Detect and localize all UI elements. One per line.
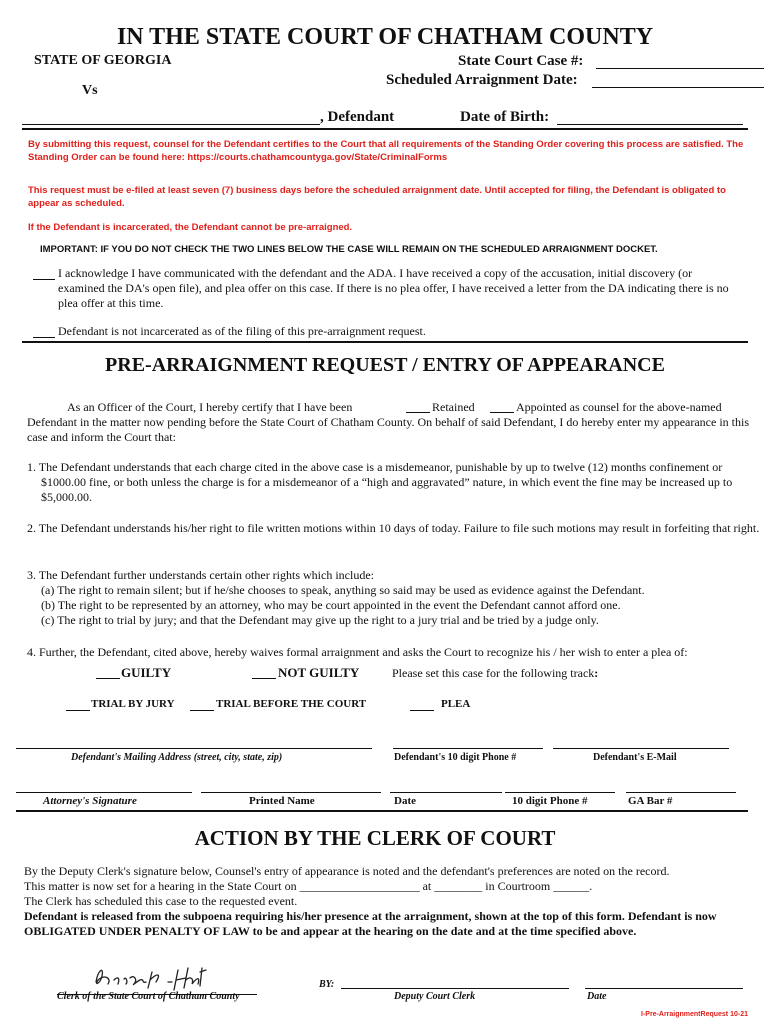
email-line[interactable] bbox=[553, 748, 729, 749]
clerk-paragraph-3: The Clerk has scheduled this case to the requested event. bbox=[24, 894, 298, 908]
not-guilty-label: NOT GUILTY bbox=[278, 665, 360, 680]
phone-caption: Defendant's 10 digit Phone # bbox=[394, 752, 517, 763]
state-label: STATE OF GEORGIA bbox=[34, 53, 172, 68]
clerk-paragraph-2: This matter is now set for a hearing in the State Court on ____________________ at ________ in Courtroom ______. bbox=[24, 879, 593, 893]
item-1: 1. The Defendant understands that each charge cited in the above case is a misdemeanor, punishable by up to twelve (12) months confinement or $1000.00 fine, or both unless the charge is for a misdemeanor of a “high and aggravated” nature, in which event the fine may be increased up to $5,000.00. bbox=[27, 460, 733, 504]
clerk-signature-image bbox=[90, 960, 210, 994]
date-caption: Date bbox=[394, 795, 416, 807]
track-prompt-text: Please set this case for the following track bbox=[392, 666, 595, 680]
trial-jury-label: TRIAL BY JURY bbox=[91, 698, 175, 710]
guilty-label: GUILTY bbox=[121, 665, 172, 680]
by-label: BY: bbox=[319, 979, 335, 990]
section1-title: PRE-ARRAIGNMENT REQUEST / ENTRY OF APPEARANCE bbox=[105, 354, 665, 376]
defendant-name-field[interactable] bbox=[22, 124, 320, 125]
deputy-clerk-line[interactable] bbox=[341, 988, 569, 989]
printed-name-caption: Printed Name bbox=[249, 795, 315, 807]
form-id: I-Pre-ArraignmentRequest 10-21 bbox=[641, 1011, 748, 1018]
not-guilty-checkline[interactable] bbox=[252, 678, 276, 679]
plea-checkline[interactable] bbox=[410, 710, 434, 711]
incarcerated-notice: If the Defendant is incarcerated, the Defendant cannot be pre-arraigned. bbox=[28, 222, 353, 233]
ack1-checkline[interactable] bbox=[33, 279, 55, 280]
trial-court-checkline[interactable] bbox=[190, 710, 214, 711]
dob-label: Date of Birth: bbox=[460, 109, 550, 125]
retained-checkline[interactable] bbox=[406, 412, 430, 413]
track-prompt-colon: : bbox=[594, 666, 599, 680]
date-footer-caption: Date bbox=[587, 991, 607, 1002]
clerk-paragraph-1: By the Deputy Clerk's signature below, Counsel's entry of appearance is noted and the defendant's preferences are noted on the record. bbox=[24, 864, 670, 878]
clerk-date-line[interactable] bbox=[585, 988, 743, 989]
printed-name-line[interactable] bbox=[201, 792, 381, 793]
clerk-paragraph-4: Defendant is released from the subpoena requiring his/her presence at the arraignment, shown at the top of this form. Defendant is now OBLIGATED UNDER PENALTY OF LAW to be and appear at the hearing on the date and at the time specified above. bbox=[24, 909, 717, 938]
defendant-label: , Defendant bbox=[320, 109, 395, 125]
trial-court-label: TRIAL BEFORE THE COURT bbox=[216, 698, 367, 710]
signature-script-graphic bbox=[90, 960, 210, 994]
header-divider bbox=[22, 128, 748, 130]
attorney-phone-line[interactable] bbox=[505, 792, 615, 793]
appointed-checkline[interactable] bbox=[490, 412, 514, 413]
item-3c: (c) The right to trial by jury; and that the Defendant may give up the right to a jury trial and be tried by a judge only. bbox=[41, 613, 599, 627]
important-notice: IMPORTANT: IF YOU DO NOT CHECK THE TWO LINES BELOW THE CASE WILL REMAIN ON THE SCHEDULED ARRAIGNMENT DOCKET. bbox=[40, 244, 658, 255]
attorney-sig-caption: Attorney's Signature bbox=[43, 795, 137, 807]
arraignment-date-label: Scheduled Arraignment Date: bbox=[386, 72, 578, 88]
intro-text-a: As an Officer of the Court, I hereby certify that I have been bbox=[67, 400, 353, 414]
track-prompt bbox=[392, 666, 598, 681]
certify-notice: By submitting this request, counsel for the Defendant certifies to the Court that all requirements of the Standing Order covering this process are satisfied. The Standing Order can be found here: https://courts.chathamcountyga.gov/State/CriminalForms bbox=[28, 139, 744, 163]
deputy-caption: Deputy Court Clerk bbox=[394, 991, 476, 1002]
item-2: 2. The Defendant understands his/her right to file written motions within 10 days of today. Failure to file such motions may result in forfeiting that right. bbox=[27, 521, 760, 535]
ack2-text: Defendant is not incarcerated as of the filing of this pre-arraignment request. bbox=[58, 324, 426, 338]
item-4: 4. Further, the Defendant, cited above, hereby waives formal arraignment and asks the Court to recognize his / her wish to enter a plea of: bbox=[27, 645, 688, 659]
case-number-label: State Court Case #: bbox=[458, 53, 584, 69]
appointed-label: Appointed as counsel for the above-named bbox=[516, 400, 722, 414]
item-3b: (b) The right to be represented by an attorney, who may be court appointed in the event the Defendant cannot afford one. bbox=[41, 598, 621, 612]
court-title: IN THE STATE COURT OF CHATHAM COUNTY bbox=[116, 24, 654, 50]
ack2-checkline[interactable] bbox=[33, 337, 55, 338]
item-3: 3. The Defendant further understands certain other rights which include: bbox=[27, 568, 374, 582]
vs-label: Vs bbox=[82, 83, 98, 98]
case-number-field[interactable] bbox=[596, 68, 764, 69]
item-3a: (a) The right to remain silent; but if he/she chooses to speak, anything so said may be used as evidence against the Defendant. bbox=[41, 583, 645, 597]
mailing-address-line[interactable] bbox=[16, 748, 372, 749]
clerk-caption: Clerk of the State Court of Chatham County bbox=[57, 991, 240, 1002]
guilty-checkline[interactable] bbox=[96, 678, 120, 679]
plea-label: PLEA bbox=[441, 698, 471, 710]
email-caption: Defendant's E-Mail bbox=[593, 752, 677, 763]
efile-notice: This request must be e-filed at least seven (7) business days before the scheduled arraignment date. Until accepted for filing, the Defendant is obligated to appear as scheduled. bbox=[28, 185, 726, 209]
signature-divider bbox=[16, 810, 748, 812]
date-line[interactable] bbox=[390, 792, 502, 793]
intro-text-b: Defendant in the matter now pending before the State Court of Chatham County. On behalf of said Defendant, I do hereby enter my appearance in this case and inform the Court that: bbox=[27, 415, 749, 444]
arraignment-date-field[interactable] bbox=[592, 87, 764, 88]
ack-divider bbox=[22, 341, 748, 343]
phone-line[interactable] bbox=[393, 748, 543, 749]
ack1-text: I acknowledge I have communicated with the defendant and the ADA. I have received a copy of the accusation, initial discovery (or examined the DA's open file), and plea offer on this case. If there is no plea offer, I have received a letter from the DA indicating there is no plea offer at this time. bbox=[58, 266, 729, 310]
ga-bar-caption: GA Bar # bbox=[628, 795, 673, 807]
attorney-signature-line[interactable] bbox=[16, 792, 192, 793]
phone10-caption: 10 digit Phone # bbox=[512, 795, 588, 807]
mailing-caption: Defendant's Mailing Address (street, city, state, zip) bbox=[71, 752, 283, 763]
section2-title: ACTION BY THE CLERK OF COURT bbox=[194, 826, 556, 850]
trial-jury-checkline[interactable] bbox=[66, 710, 90, 711]
dob-field[interactable] bbox=[557, 124, 743, 125]
ga-bar-line[interactable] bbox=[626, 792, 736, 793]
retained-label: Retained bbox=[432, 400, 475, 414]
